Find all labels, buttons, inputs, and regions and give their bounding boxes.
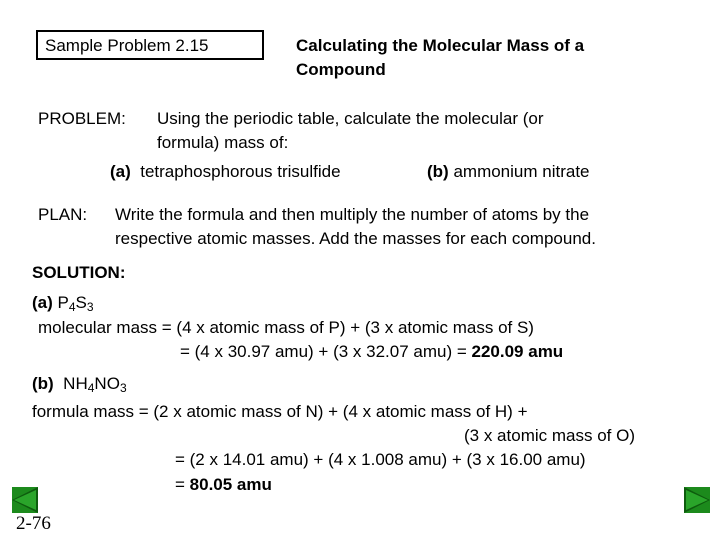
problem-line2: formula) mass of:: [157, 133, 289, 152]
plan-line2: respective atomic masses. Add the masses for each compound.: [115, 229, 596, 248]
solution-b-label: (b): [32, 374, 54, 393]
page-number: 2-76: [16, 513, 51, 534]
solution-a-line2-text: = (4 x 30.97 amu) + (3 x 32.07 amu) =: [180, 342, 472, 361]
formula-b-subscript-4: 3: [119, 381, 127, 395]
formula-b-subscript-2: 4: [87, 381, 95, 395]
part-a-text: tetraphosphorous trisulfide: [140, 162, 341, 181]
solution-b-result: 80.05 amu: [189, 475, 272, 494]
formula-a-subscript-1: 4: [68, 300, 76, 314]
formula-b-element-4: O: [106, 374, 120, 393]
previous-slide-button[interactable]: [12, 487, 38, 513]
solution-a-header: [32, 291, 94, 315]
formula-a-subscript-2: 3: [86, 300, 94, 314]
solution-a-label: (a): [32, 293, 53, 312]
formula-b-element-2: H: [75, 374, 88, 393]
slide-title-line1: Calculating the Molecular Mass of a: [296, 36, 585, 55]
solution-b-line1: formula mass = (2 x atomic mass of N) + (4 x atomic mass of H) +: [32, 402, 528, 421]
solution-a-line1: molecular mass = (4 x atomic mass of P) + (3 x atomic mass of S): [38, 318, 534, 337]
formula-a: [58, 293, 94, 312]
solution-a-line2: [180, 340, 563, 364]
solution-b-line4-prefix: =: [175, 475, 190, 494]
slide-title-line2: Compound: [296, 60, 386, 79]
green-right-arrow-icon: [684, 487, 710, 513]
solution-label: SOLUTION:: [32, 263, 126, 282]
plan-line1: Write the formula and then multiply the number of atoms by the: [115, 205, 590, 224]
solution-b-line3: = (2 x 14.01 amu) + (4 x 1.008 amu) + (3 x 16.00 amu): [175, 450, 586, 469]
problem-line1: Using the periodic table, calculate the molecular (or: [157, 109, 544, 128]
solution-b-header: [32, 372, 127, 396]
next-slide-button[interactable]: [684, 487, 710, 513]
part-b-text: ammonium nitrate: [453, 162, 590, 181]
part-b-label: (b): [427, 162, 449, 181]
formula-b: [63, 374, 126, 393]
green-left-arrow-icon: [12, 487, 38, 513]
problem-part-b: [427, 160, 590, 184]
part-a-label: (a): [110, 162, 131, 181]
problem-label: PROBLEM:: [38, 109, 126, 128]
formula-b-element-1: N: [63, 374, 76, 393]
problem-part-a: [110, 160, 341, 184]
formula-a-element-2: S: [75, 293, 87, 312]
plan-label: PLAN:: [38, 205, 88, 224]
sample-problem-label: Sample Problem 2.15: [45, 36, 209, 55]
solution-b-line4: [175, 473, 272, 497]
formula-a-element-1: P: [57, 293, 69, 312]
solution-a-result: 220.09 amu: [471, 342, 564, 361]
formula-b-element-3: N: [94, 374, 107, 393]
solution-b-line2: (3 x atomic mass of O): [464, 426, 635, 445]
sample-problem-box: [36, 30, 264, 60]
